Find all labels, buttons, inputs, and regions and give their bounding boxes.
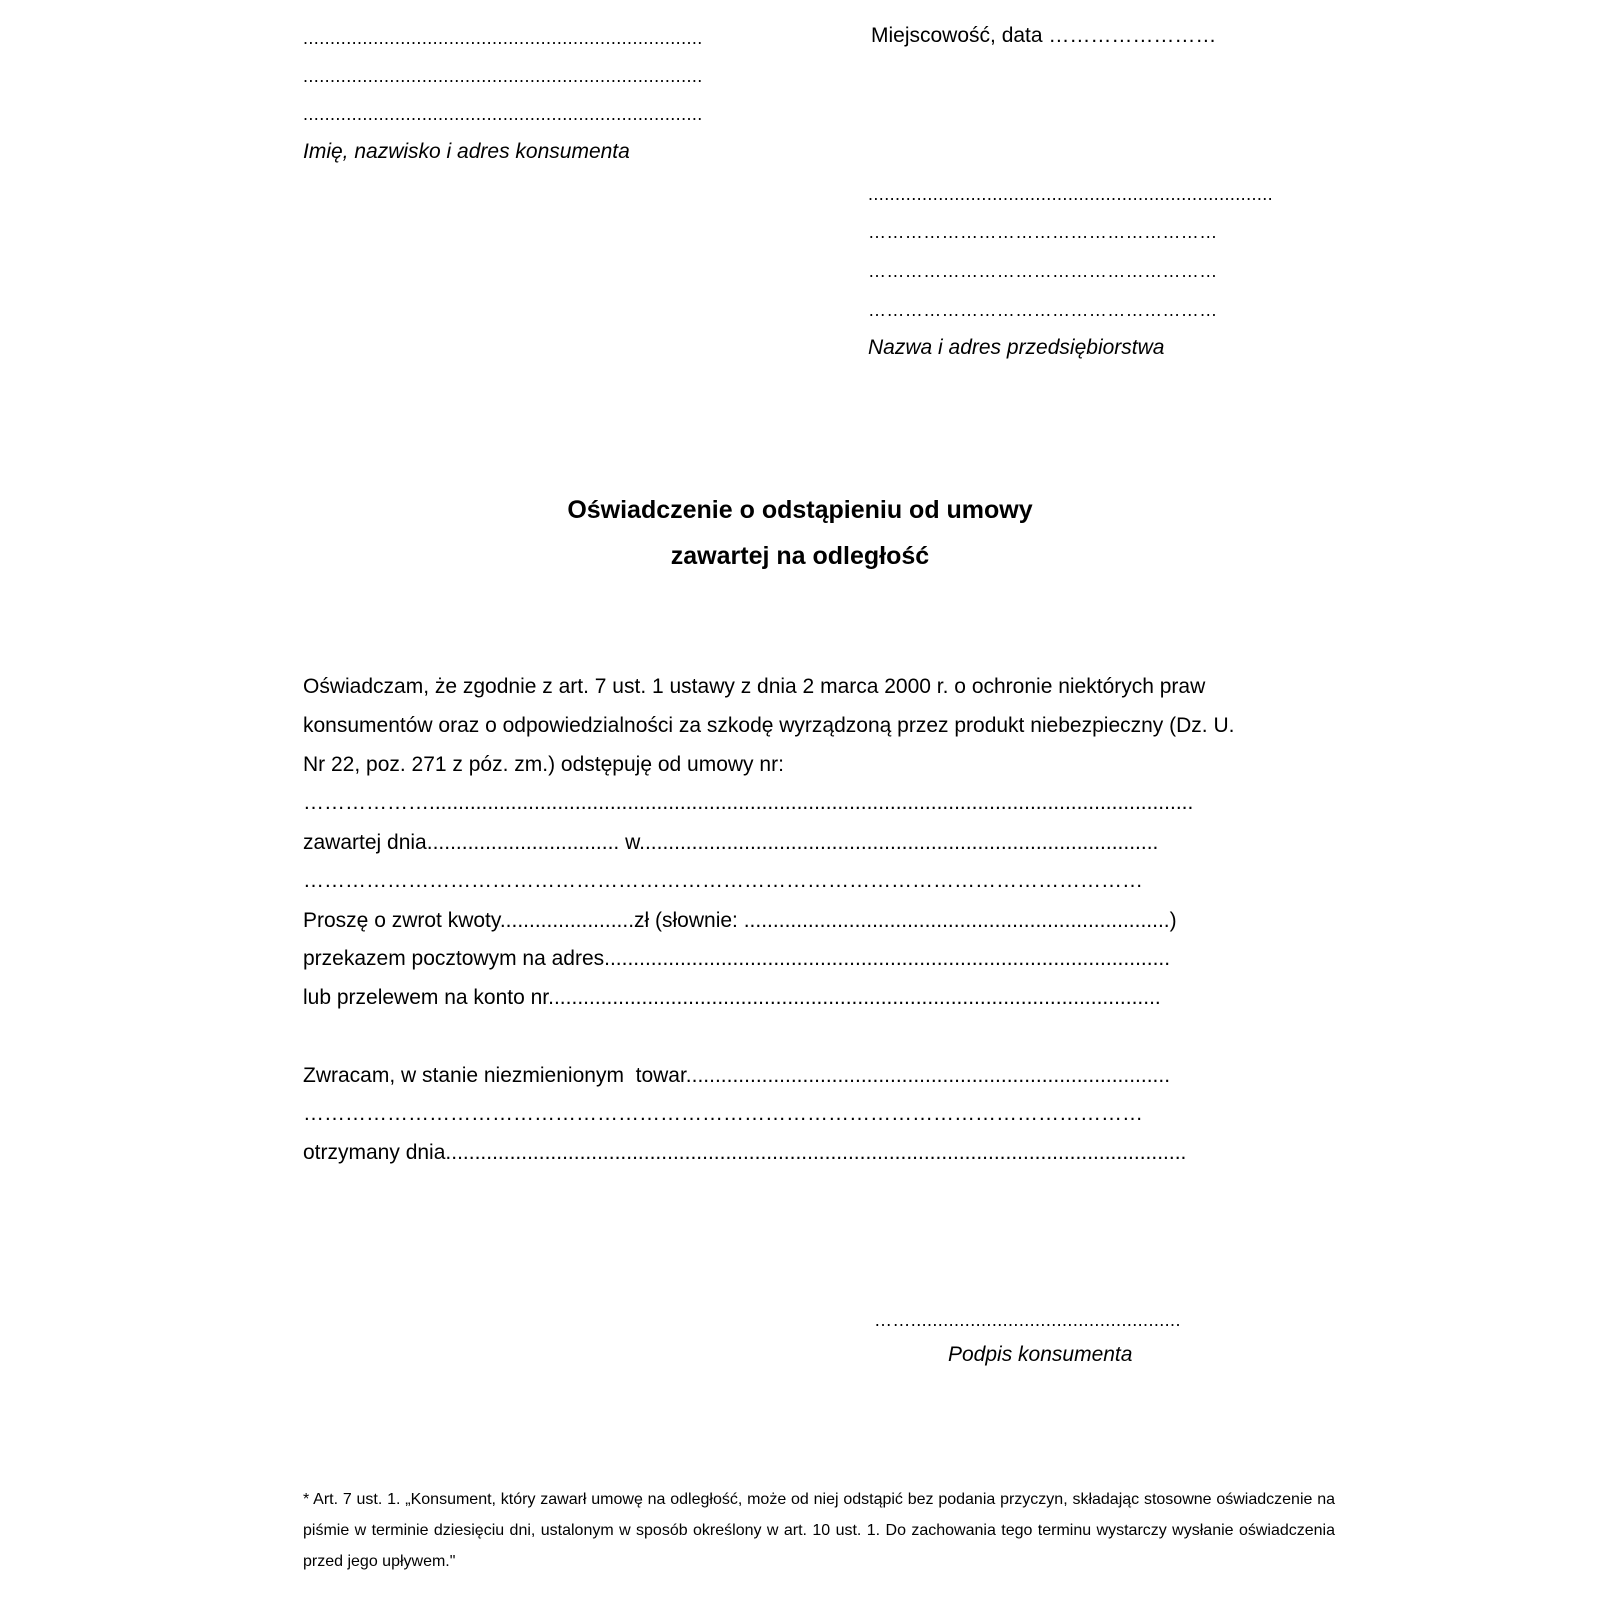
signature-line[interactable]: …….................................................. — [874, 1310, 1181, 1330]
consumer-address-line-1[interactable]: .......................................................................... — [303, 66, 703, 86]
place-date-field[interactable]: Miejscowość, data …………………… — [871, 24, 1217, 47]
document-title-line-1: Oświadczenie o odstąpieniu od umowy — [567, 496, 1033, 524]
received-date-field[interactable]: otrzymany dnia............................................................................................................................... — [303, 1141, 1187, 1164]
refund-amount-field[interactable]: Proszę o zwrot kwoty.......................zł (słownie: .........................................................................) — [303, 909, 1177, 932]
returned-goods-field[interactable]: Zwracam, w stanie niezmienionym towar................................................................................... — [303, 1064, 1171, 1087]
contract-extra-field[interactable]: ………………………………………………………………………………………………………… — [303, 869, 1143, 892]
consumer-caption: Imię, nazwisko i adres konsumenta — [303, 140, 630, 163]
consumer-address-line-2[interactable]: .......................................................................... — [303, 104, 703, 124]
postal-address-field[interactable]: przekazem pocztowym na adres................................................................................................. — [303, 947, 1171, 970]
company-caption: Nazwa i adres przedsiębiorstwa — [868, 336, 1165, 359]
declaration-line-2: konsumentów oraz o odpowiedzialności za szkodę wyrządzoną przez produkt niebezpieczny (Dz. U. — [303, 714, 1235, 737]
footnote-text: * Art. 7 ust. 1. „Konsument, który zawarł umowę na odległość, może od niej odstąpić bez podania przyczyn, składając stosowne oświadczenie na piśmie w terminie dziesięciu dni, ustalonym w sposób określony w art. 10 ust. 1. Do zachowania tego terminu wystarczy wysłanie oświadczenia przed jego upływem." — [303, 1491, 1335, 1570]
company-address-line-3[interactable]: ………………………………………………… — [868, 300, 1218, 320]
document-title-line-2: zawartej na odległość — [670, 542, 930, 570]
company-address-line-2[interactable]: ………………………………………………… — [868, 261, 1218, 281]
company-name-line[interactable]: ........................................................................... — [868, 184, 1274, 204]
contract-date-place-field[interactable]: zawartej dnia................................. w......................................................................................... — [303, 831, 1159, 854]
company-address-line-1[interactable]: ………………………………………………… — [868, 222, 1218, 242]
returned-goods-extra-field[interactable]: ………………………………………………………………………………………………………… — [303, 1102, 1143, 1125]
contract-number-field[interactable]: ………………................................................................................................................................... — [303, 791, 1194, 814]
declaration-line-1: Oświadczam, że zgodnie z art. 7 ust. 1 ustawy z dnia 2 marca 2000 r. o ochronie niektórych praw — [303, 675, 1206, 698]
consumer-name-line[interactable]: .......................................................................... — [303, 28, 703, 48]
declaration-line-3: Nr 22, poz. 271 z póz. zm.) odstępuję od umowy nr: — [303, 753, 784, 776]
signature-caption: Podpis konsumenta — [948, 1343, 1133, 1366]
bank-account-field[interactable]: lub przelewem na konto nr......................................................................................................... — [303, 986, 1161, 1009]
